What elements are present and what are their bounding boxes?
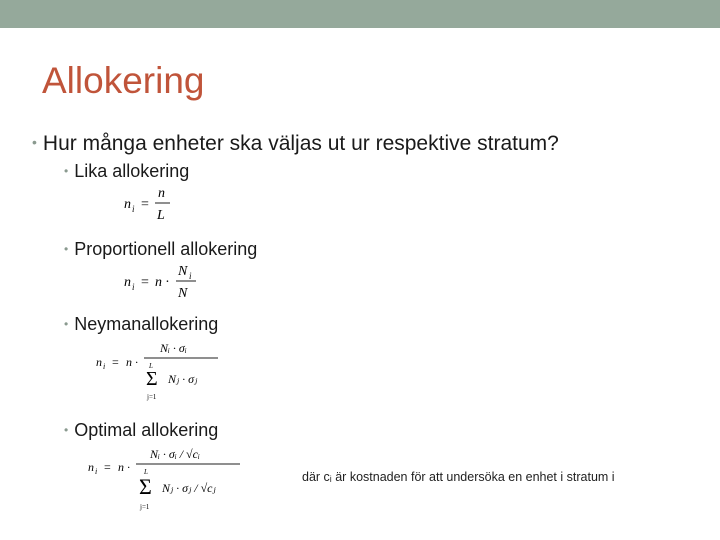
- formula-lhs: n: [88, 460, 94, 474]
- sum-bottom: j=1: [147, 393, 157, 401]
- sum-top: L: [144, 468, 148, 476]
- bullet-dot-icon: •: [32, 134, 37, 150]
- formula-den-term: Nⱼ · σⱼ: [168, 372, 198, 386]
- sub-bullet-optimal: [64, 420, 218, 441]
- formula-proportionell: [124, 264, 214, 311]
- formula-neyman: [96, 338, 236, 409]
- formula-coef: n ·: [155, 275, 169, 290]
- main-bullet: [32, 132, 559, 156]
- formula-lhs-sub: i: [103, 362, 106, 371]
- cost-note: där cᵢ är kostnaden för att undersöka en enhet i stratum i: [302, 470, 615, 484]
- bullet-dot-icon: •: [64, 317, 69, 331]
- formula-eq: =: [104, 460, 111, 474]
- main-bullet-text: Hur många enheter ska väljas ut ur respektive stratum?: [42, 132, 559, 155]
- sum-sign: Σ: [139, 474, 152, 499]
- bullet-dot-icon: •: [64, 423, 69, 437]
- sum-top: L: [149, 362, 153, 370]
- formula-eq: =: [141, 197, 149, 212]
- sub-bullet-neyman: [64, 314, 218, 335]
- formula-coef: n ·: [118, 460, 130, 474]
- formula-num-sub: i: [189, 271, 192, 281]
- formula-num: Nᵢ · σᵢ / √cᵢ: [150, 447, 200, 461]
- bullet-dot-icon: •: [64, 164, 69, 178]
- sub-bullet-proportionell: [64, 239, 257, 260]
- formula-num: n: [158, 186, 165, 201]
- formula-optimal: [88, 444, 248, 519]
- formula-lika: [124, 186, 184, 233]
- formula-lhs-sub: i: [132, 282, 135, 292]
- formula-den-term: Nⱼ · σⱼ / √cⱼ: [162, 481, 216, 495]
- formula-num: Nᵢ · σᵢ: [160, 341, 187, 355]
- sub-bullet-lika: [64, 161, 189, 182]
- sub-bullet-text: Optimal allokering: [74, 420, 219, 440]
- formula-optimal-svg: [88, 444, 248, 514]
- sum-sign: Σ: [146, 368, 158, 390]
- bullet-dot-icon: •: [64, 242, 69, 256]
- formula-den: N: [178, 286, 188, 301]
- formula-num: N: [178, 264, 188, 279]
- formula-lhs: n: [96, 355, 102, 369]
- formula-coef: n ·: [126, 355, 138, 369]
- formula-lhs: n: [124, 275, 131, 290]
- sub-bullet-text: Neymanallokering: [74, 314, 219, 334]
- slide-title: Allokering: [42, 60, 205, 101]
- sub-bullet-text: Lika allokering: [74, 161, 190, 181]
- sum-bottom: j=1: [140, 503, 150, 511]
- formula-lhs-sub: i: [132, 204, 135, 214]
- sub-bullet-text: Proportionell allokering: [74, 239, 258, 259]
- formula-eq: =: [112, 355, 119, 369]
- formula-den: L: [157, 208, 165, 223]
- formula-eq: =: [141, 275, 149, 290]
- formula-lika-svg: [124, 186, 184, 228]
- formula-lhs-sub: i: [95, 467, 98, 476]
- formula-neyman-svg: [96, 338, 236, 404]
- formula-proportionell-svg: [124, 264, 214, 306]
- top-banner: [0, 0, 720, 28]
- formula-lhs: n: [124, 197, 131, 212]
